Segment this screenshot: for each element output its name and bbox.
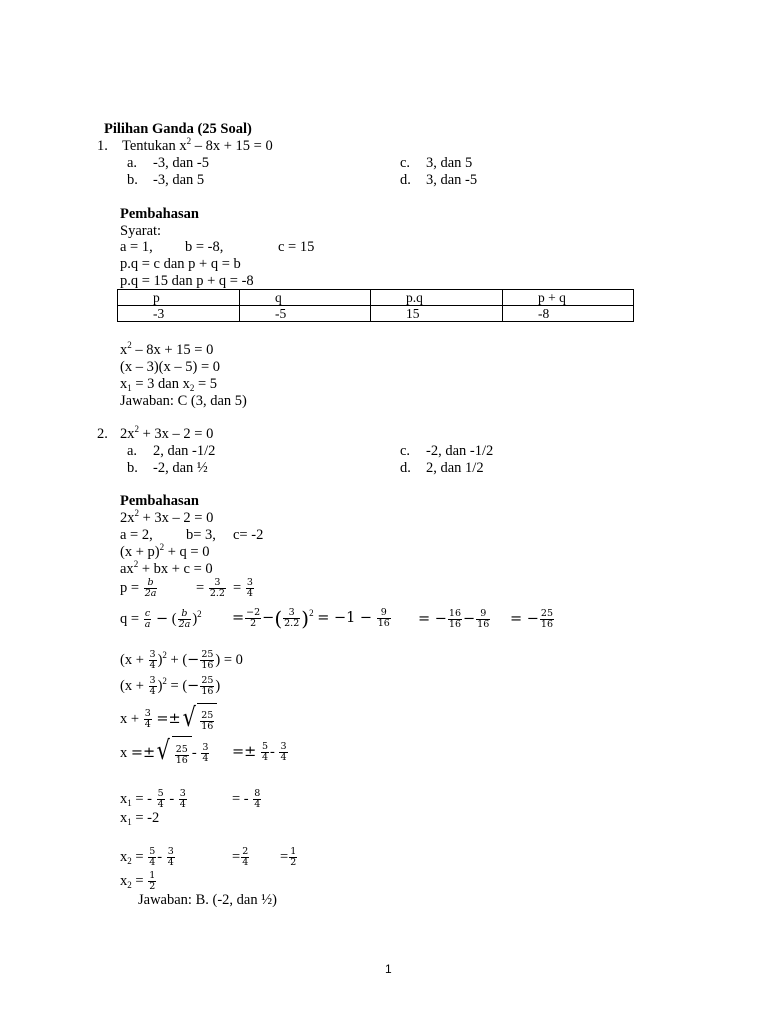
q1-option-b-label: b.: [127, 172, 138, 188]
q1-equation-2: (x – 3)(x – 5) = 0: [120, 359, 220, 375]
q2-a-value: a = 2,: [120, 527, 153, 543]
question-2-text: $2x^2 + 3x - 2 = 0$: [120, 424, 214, 442]
q2-q-step-1: = $\frac{-2}{2}$ −( $\frac{3}{2.2}$ )$^2$ = −1 − $\frac{9}{16}$: [232, 606, 390, 631]
q2-x1-result: $x_1 = -2$: [120, 810, 160, 827]
page-number: 1: [385, 962, 392, 976]
q2-x1-step: = - $\frac{8}{4}$: [232, 788, 261, 811]
q1-b-value: b = -8,: [185, 239, 224, 255]
q2-q-step-2: = − $\frac{16}{16}$ − $\frac{9}{16}$: [418, 608, 490, 631]
q2-option-d-label: d.: [400, 460, 411, 476]
q1-equation-1: $x^2 - 8x + 15 = 0$: [120, 340, 214, 358]
pq-table: [117, 289, 634, 322]
q2-x-step: =± $\frac{5}{4}$ - $\frac{3}{4}$: [232, 741, 287, 764]
q1-rule-1: p.q = c dan p + q = b: [120, 256, 241, 272]
q1-option-a-label: a.: [127, 155, 138, 171]
q2-pembahasan-heading: Pembahasan: [120, 493, 199, 509]
q2-option-a-label: a.: [127, 443, 138, 459]
q2-x2-formula: $x_2$ = $\frac{5}{4}$ - $\frac{3}{4}$: [120, 846, 174, 869]
q1-a-value: a = 1,: [120, 239, 153, 255]
table-cell: -5: [240, 306, 371, 322]
q1-c-value: c = 15: [278, 239, 315, 255]
section-title: Pilihan Ganda (25 Soal): [104, 121, 252, 137]
q2-x2-step-1: = $\frac{2}{4}$: [232, 846, 249, 869]
q2-option-a: 2, dan -1/2: [153, 443, 216, 459]
q2-option-b: -2, dan ½: [153, 460, 208, 476]
sqrt-icon: √ $\frac{25}{16}$: [181, 703, 218, 736]
q2-p-step-2: = $\frac{3}{4}$: [233, 577, 253, 600]
q2-x1-formula: $x_1$ = - $\frac{5}{4}$ - $\frac{3}{4}$: [120, 788, 186, 811]
question-1-text: Tentukan $x^2 - 8x + 15 = 0$: [122, 136, 273, 154]
q2-option-c: -2, dan -1/2: [426, 443, 494, 459]
q1-pembahasan-heading: Pembahasan: [120, 206, 199, 222]
q2-answer: Jawaban: B. (-2, dan ½): [138, 892, 277, 908]
q2-c-value: c= -2: [233, 527, 264, 543]
q1-roots: $x_1 = 3$ dan $x_2 = 5$: [120, 376, 218, 393]
question-2-number: 2.: [97, 426, 108, 442]
table-header-cell: q: [240, 290, 371, 306]
q1-option-d: 3, dan -5: [426, 172, 478, 188]
table-cell: 15: [371, 306, 503, 322]
q2-sqrt-step: x + $\frac{3}{4}$ =± √ $\frac{25}{16}$: [120, 703, 217, 736]
q1-option-c-label: c.: [400, 155, 411, 171]
q2-line-4: $ax^2$ + bx + c = 0: [120, 559, 213, 577]
q2-p-formula: p = $\frac{b}{2a}$: [120, 577, 157, 600]
q1-option-a: -3, dan -5: [153, 155, 209, 171]
q2-q-step-3: = − $\frac{25}{16}$: [510, 608, 554, 631]
q2-option-c-label: c.: [400, 443, 411, 459]
table-cell: -8: [503, 306, 634, 322]
q2-b-value: b= 3,: [186, 527, 216, 543]
q2-completed-square-2: (x + $\frac{3}{4}$ )$^2$ = (− $\frac{25}{16}$ ): [120, 675, 221, 698]
q2-x2-result: $x_2$ = $\frac{1}{2}$: [120, 870, 156, 893]
q2-p-step-1: = $\frac{3}{2.2}$: [196, 577, 225, 600]
sqrt-icon: √ $\frac{25}{16}$: [155, 736, 192, 771]
q1-option-c: 3, dan 5: [426, 155, 473, 171]
q2-x2-step-2: = $\frac{1}{2}$: [280, 846, 297, 869]
q2-line-1: $2x^2 + 3x - 2 = 0$: [120, 508, 214, 526]
question-1-number: 1.: [97, 138, 108, 154]
table-header-row: [118, 290, 634, 306]
q1-syarat: Syarat:: [120, 223, 162, 239]
q1-option-d-label: d.: [400, 172, 411, 188]
q1-rule-2: p.q = 15 dan p + q = -8: [120, 273, 254, 289]
table-cell: -3: [118, 306, 240, 322]
q2-option-d: 2, dan 1/2: [426, 460, 484, 476]
table-header-cell: p: [118, 290, 240, 306]
table-header-cell: p + q: [503, 290, 634, 306]
q1-option-b: -3, dan 5: [153, 172, 205, 188]
q2-q-formula: q = $\frac{c}{a}$ − ( $\frac{b}{2a}$ )$^2$: [120, 608, 202, 631]
q1-answer: Jawaban: C (3, dan 5): [120, 393, 247, 409]
table-row: [118, 306, 634, 322]
q2-line-3: $(x + p)^2 + q = 0$: [120, 542, 210, 560]
q2-completed-square-1: (x + $\frac{3}{4}$ )$^2$ + (− $\frac{25}{16}$ ) = 0: [120, 649, 243, 672]
table-header-cell: p.q: [371, 290, 503, 306]
q2-x-formula: x =± √ $\frac{25}{16}$ - $\frac{3}{4}$: [120, 736, 210, 771]
q2-option-b-label: b.: [127, 460, 138, 476]
